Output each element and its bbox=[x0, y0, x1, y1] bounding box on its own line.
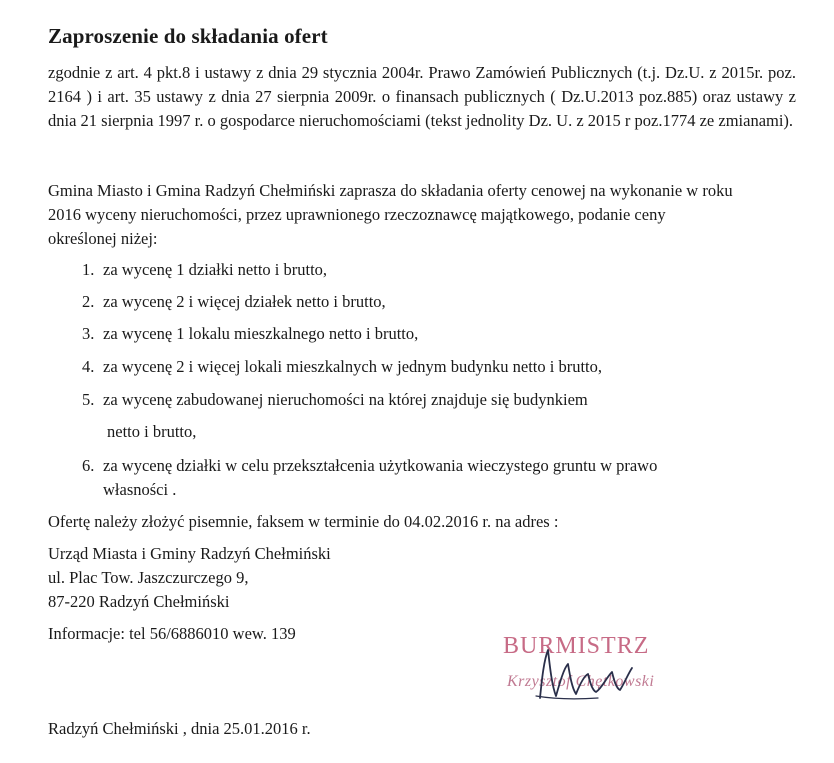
list-item-text: za wycenę 1 lokalu mieszkalnego netto i brutto, bbox=[103, 324, 419, 343]
list-item-number: 3. bbox=[82, 324, 95, 343]
list-item-number: 2. bbox=[82, 292, 95, 311]
list-item bbox=[82, 454, 657, 478]
list-item-continuation: netto i brutto, bbox=[107, 422, 197, 441]
list-item-text: za wycenę 2 i więcej lokali mieszkalnych w jednym budynku netto i brutto, bbox=[103, 357, 602, 376]
list-item-text: za wycenę 2 i więcej działek netto i brutto, bbox=[103, 292, 386, 311]
list-item-text: za wycenę działki w celu przekształcenia użytkowania wieczystego gruntu w prawo bbox=[103, 456, 658, 475]
contact-info: Informacje: tel 56/6886010 wew. 139 bbox=[48, 624, 296, 643]
list-item bbox=[82, 388, 588, 412]
signature-icon bbox=[528, 638, 638, 708]
list-item bbox=[82, 355, 602, 379]
list-item-text: za wycenę zabudowanej nieruchomości na której znajduje się budynkiem bbox=[103, 390, 588, 409]
list-item-text: za wycenę 1 działki netto i brutto, bbox=[103, 260, 328, 279]
stamp-title: BURMISTRZ bbox=[503, 633, 650, 659]
list-item bbox=[82, 322, 418, 346]
list-item-number: 5. bbox=[82, 390, 95, 409]
stamp-name: Krzysztof Chętkowski bbox=[507, 673, 655, 690]
document-title: Zaproszenie do składania ofert bbox=[48, 24, 328, 48]
list-item-number: 4. bbox=[82, 357, 95, 376]
legal-basis-paragraph: zgodnie z art. 4 pkt.8 i ustawy z dnia 29 stycznia 2004r. Prawo Zamówień Publicznych (t.j. Dz.U. z 2015r. poz. 2164 ) i art. 35 ustawy z dnia 27 sierpnia 2009r. o finansach publicznych ( Dz.U.2013 poz.885) oraz ustawy z dnia 21 sierpnia 1997 r. o gospodarce nieruchomościami (tekst jednolity Dz. U. z 2015 r poz.1774 ze zmianami). bbox=[48, 63, 796, 130]
list-item-continuation: własności . bbox=[103, 480, 177, 499]
invitation-paragraph: Gmina Miasto i Gmina Radzyń Chełmiński zaprasza do składania oferty cenowej na wykonanie w roku 2016 wyceny nieruchomości, przez uprawnionego rzeczoznawcę majątkowego, podanie ceny określonej niżej: bbox=[48, 181, 733, 248]
address-line-3: 87-220 Radzyń Chełmiński bbox=[48, 592, 230, 611]
list-item-number: 1. bbox=[82, 260, 95, 279]
list-item-number: 6. bbox=[82, 456, 95, 475]
list-item bbox=[82, 258, 327, 282]
address-line-1: Urząd Miasta i Gminy Radzyń Chełmiński bbox=[48, 544, 331, 563]
place-and-date: Radzyń Chełmiński , dnia 25.01.2016 r. bbox=[48, 719, 311, 738]
submission-text: Ofertę należy złożyć pisemnie, faksem w terminie do 04.02.2016 r. na adres : bbox=[48, 512, 559, 531]
list-item bbox=[82, 290, 386, 314]
address-line-2: ul. Plac Tow. Jaszczurczego 9, bbox=[48, 568, 249, 587]
